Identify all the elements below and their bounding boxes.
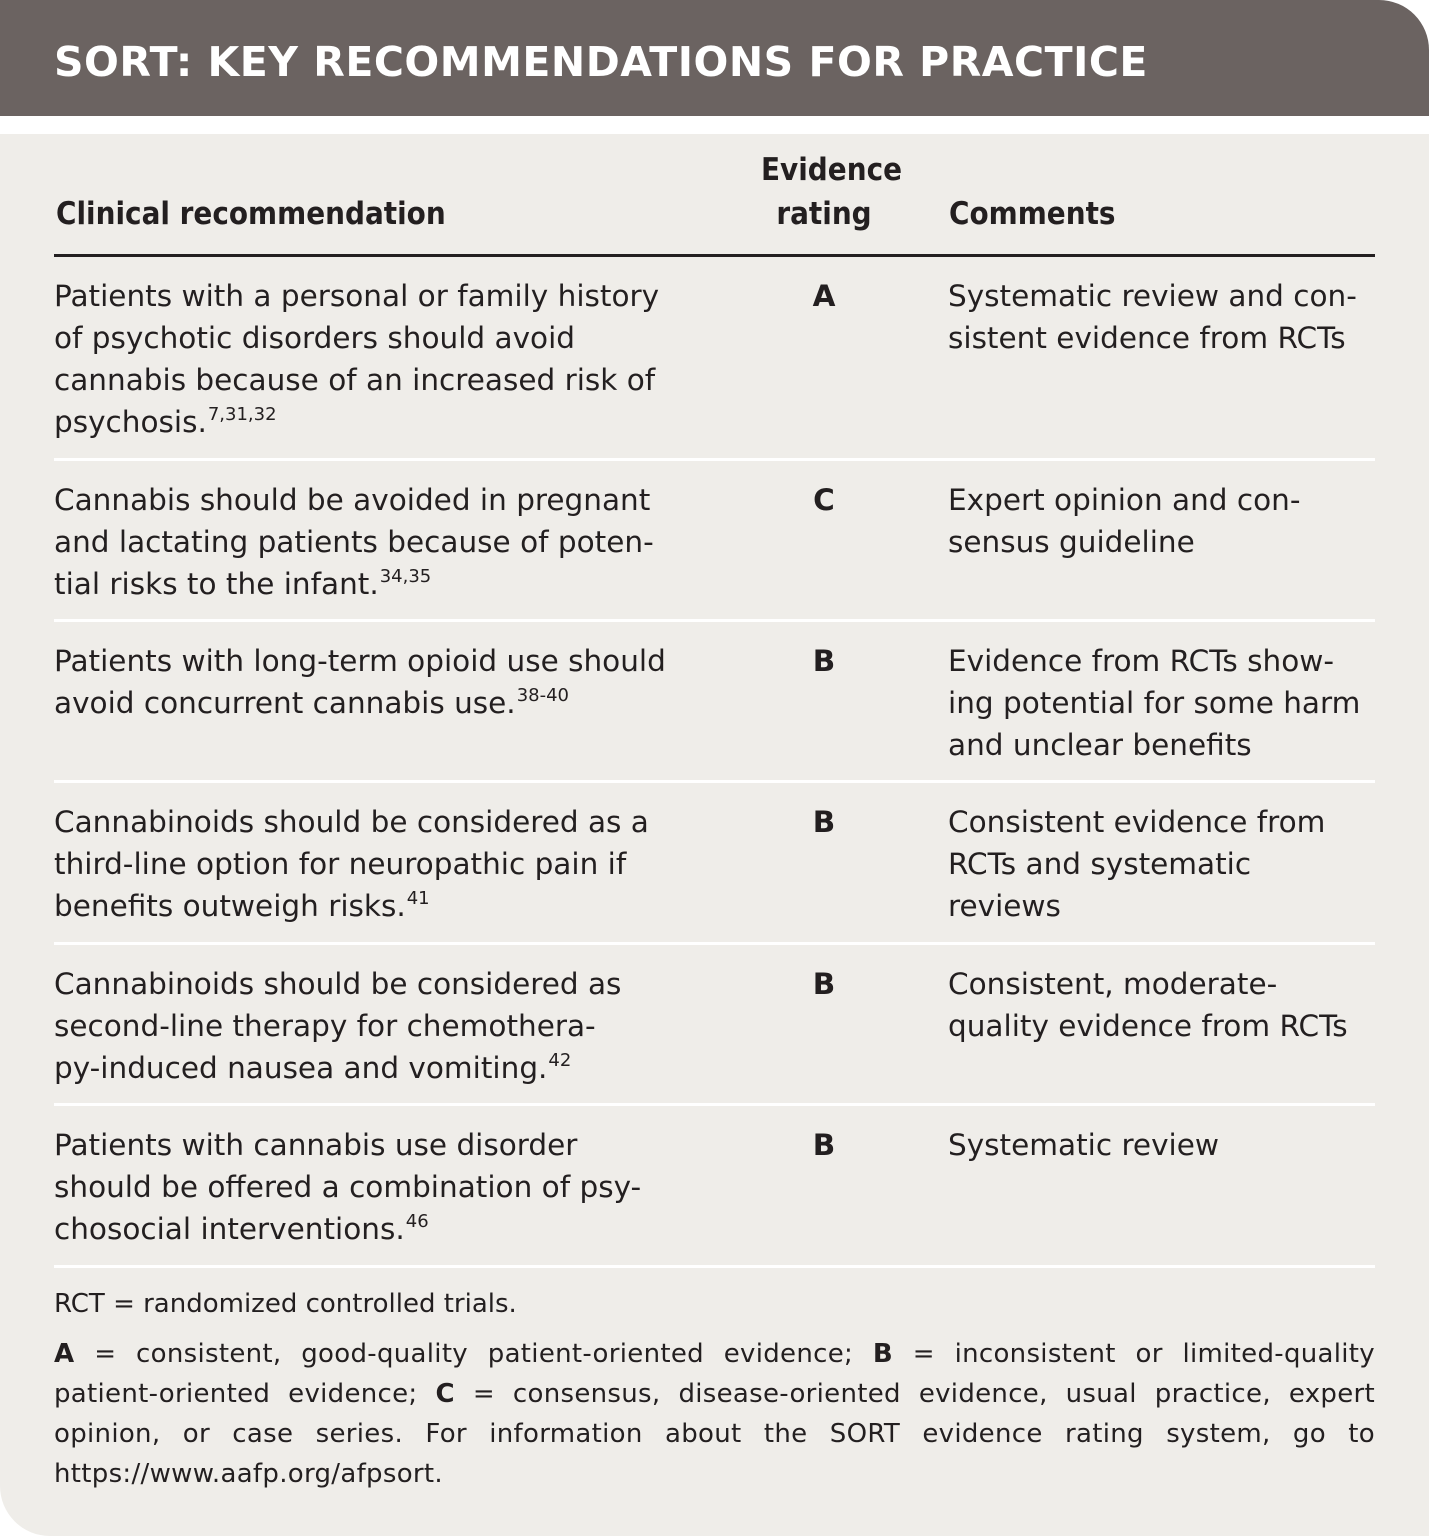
footnote-abbreviation: RCT = randomized controlled trials.	[54, 1289, 517, 1319]
recommendation-text: Patients with cannabis use disorder	[54, 1128, 578, 1162]
comment-line: Consistent evidence from	[948, 805, 1326, 839]
recommendation-cell	[54, 963, 621, 1089]
table-row	[54, 461, 1375, 622]
comment-line: RCTs and systematic	[948, 847, 1252, 881]
table-footnote	[54, 1284, 1375, 1494]
key-a-letter: A	[54, 1339, 75, 1369]
comments-cell	[948, 640, 1360, 766]
recommendation-cell	[54, 275, 659, 443]
evidence-rating-cell: B	[812, 644, 836, 678]
header-comments: Comments	[949, 196, 1116, 232]
recommendation-text: chosocial interventions.	[54, 1212, 405, 1246]
comments-cell	[948, 1124, 1219, 1166]
recommendation-line	[54, 479, 654, 521]
header-evidence-rating-line2: rating	[776, 196, 872, 232]
evidence-rating-cell: B	[812, 967, 836, 1001]
recommendation-text: avoid concurrent cannabis use.	[54, 686, 516, 720]
recommendation-cell	[54, 640, 666, 724]
header-clinical-recommendation: Clinical recommendation	[56, 196, 446, 232]
recommendation-text: Cannabinoids should be considered as a	[54, 805, 649, 839]
recommendation-line	[54, 682, 666, 724]
table-row	[54, 945, 1375, 1106]
comments-cell	[948, 963, 1348, 1047]
recommendation-text: Patients with a personal or family history	[54, 279, 660, 313]
table-header	[54, 150, 1375, 257]
evidence-rating-cell: C	[813, 483, 835, 517]
reference-superscript: 34,35	[379, 566, 432, 587]
comment-line: quality evidence from RCTs	[948, 1009, 1348, 1043]
footnote-rating-key	[54, 1334, 1375, 1494]
recommendation-cell	[54, 801, 649, 927]
comments-cell	[948, 801, 1325, 927]
recommendation-line	[54, 317, 659, 359]
comment-line: reviews	[948, 889, 1061, 923]
recommendation-line	[54, 1047, 621, 1089]
recommendation-text: second-line therapy for chemothera-	[54, 1009, 596, 1043]
reference-superscript: 42	[548, 1050, 572, 1071]
comment-line: Systematic review	[948, 1128, 1220, 1162]
title-banner	[0, 0, 1429, 116]
comment-line: Systematic review and con-	[948, 279, 1357, 313]
recommendation-line	[54, 1124, 641, 1166]
recommendation-line	[54, 1166, 641, 1208]
recommendation-line	[54, 563, 654, 605]
recommendation-line	[54, 1005, 621, 1047]
comment-line: Expert opinion and con-	[948, 483, 1301, 517]
recommendation-text: Cannabis should be avoided in pregnant	[54, 483, 651, 517]
reference-superscript: 38-40	[516, 685, 569, 706]
recommendation-cell	[54, 479, 654, 605]
recommendation-text: benefits outweigh risks.	[54, 889, 406, 923]
comment-line: and unclear benefits	[948, 728, 1252, 762]
recommendation-text: of psychotic disorders should avoid	[54, 321, 576, 355]
recommendation-line	[54, 885, 649, 927]
recommendation-text: Cannabinoids should be considered as	[54, 967, 622, 1001]
header-evidence-rating	[761, 148, 903, 236]
evidence-rating-cell: A	[812, 279, 836, 313]
reference-superscript: 41	[406, 888, 430, 909]
comments-cell	[948, 275, 1357, 359]
table-row	[54, 257, 1375, 461]
recommendation-line	[54, 843, 649, 885]
comments-cell	[948, 479, 1301, 563]
key-a-text: = consistent, good-quality patient-oriented evidence;	[74, 1339, 873, 1369]
table-body	[54, 257, 1375, 1268]
recommendation-line	[54, 963, 621, 1005]
table-row	[54, 783, 1375, 945]
comment-line: sistent evidence from RCTs	[948, 321, 1346, 355]
key-b-text: = inconsistent or limited-quality patient-oriented evidence;	[54, 1339, 1375, 1409]
recommendation-line	[54, 801, 649, 843]
recommendation-text: should be offered a combination of psy-	[54, 1170, 642, 1204]
key-c-text: = consensus, disease-oriented evidence, usual practice, expert opinion, or case series. For information about the SORT evidence rating system, go to https://www.aafp.org/afpsort.	[54, 1379, 1375, 1489]
header-evidence-rating-line1: Evidence	[761, 152, 903, 188]
recommendation-text: third-line option for neuropathic pain if	[54, 847, 627, 881]
table-row	[54, 1106, 1375, 1268]
banner-title: SORT: KEY RECOMMENDATIONS FOR PRACTICE	[54, 38, 1148, 86]
comment-line: sensus guideline	[948, 525, 1195, 559]
reference-superscript: 7,31,32	[207, 404, 277, 425]
comment-line: Evidence from RCTs show-	[948, 644, 1335, 678]
recommendation-line	[54, 1208, 641, 1250]
comment-line: ing potential for some harm	[948, 686, 1361, 720]
recommendation-line	[54, 401, 659, 443]
comment-line: Consistent, moderate-	[948, 967, 1278, 1001]
key-b-letter: B	[872, 1339, 893, 1369]
recommendation-text: psychosis.	[54, 405, 207, 439]
recommendation-text: tial risks to the infant.	[54, 567, 379, 601]
banner-divider	[0, 116, 1429, 134]
recommendation-line	[54, 521, 654, 563]
recommendation-line	[54, 275, 659, 317]
recommendation-text: Patients with long-term opioid use should	[54, 644, 666, 678]
evidence-rating-cell: B	[812, 805, 836, 839]
recommendation-text: and lactating patients because of poten-	[54, 525, 654, 559]
recommendation-text: cannabis because of an increased risk of	[54, 363, 656, 397]
recommendation-text: py-induced nausea and vomiting.	[54, 1051, 548, 1085]
evidence-rating-cell: B	[812, 1128, 836, 1162]
table-row	[54, 622, 1375, 783]
recommendations-table	[54, 150, 1375, 1268]
recommendation-line	[54, 359, 659, 401]
recommendation-cell	[54, 1124, 641, 1250]
recommendation-line	[54, 640, 666, 682]
reference-superscript: 46	[405, 1211, 429, 1232]
key-c-letter: C	[435, 1379, 455, 1409]
